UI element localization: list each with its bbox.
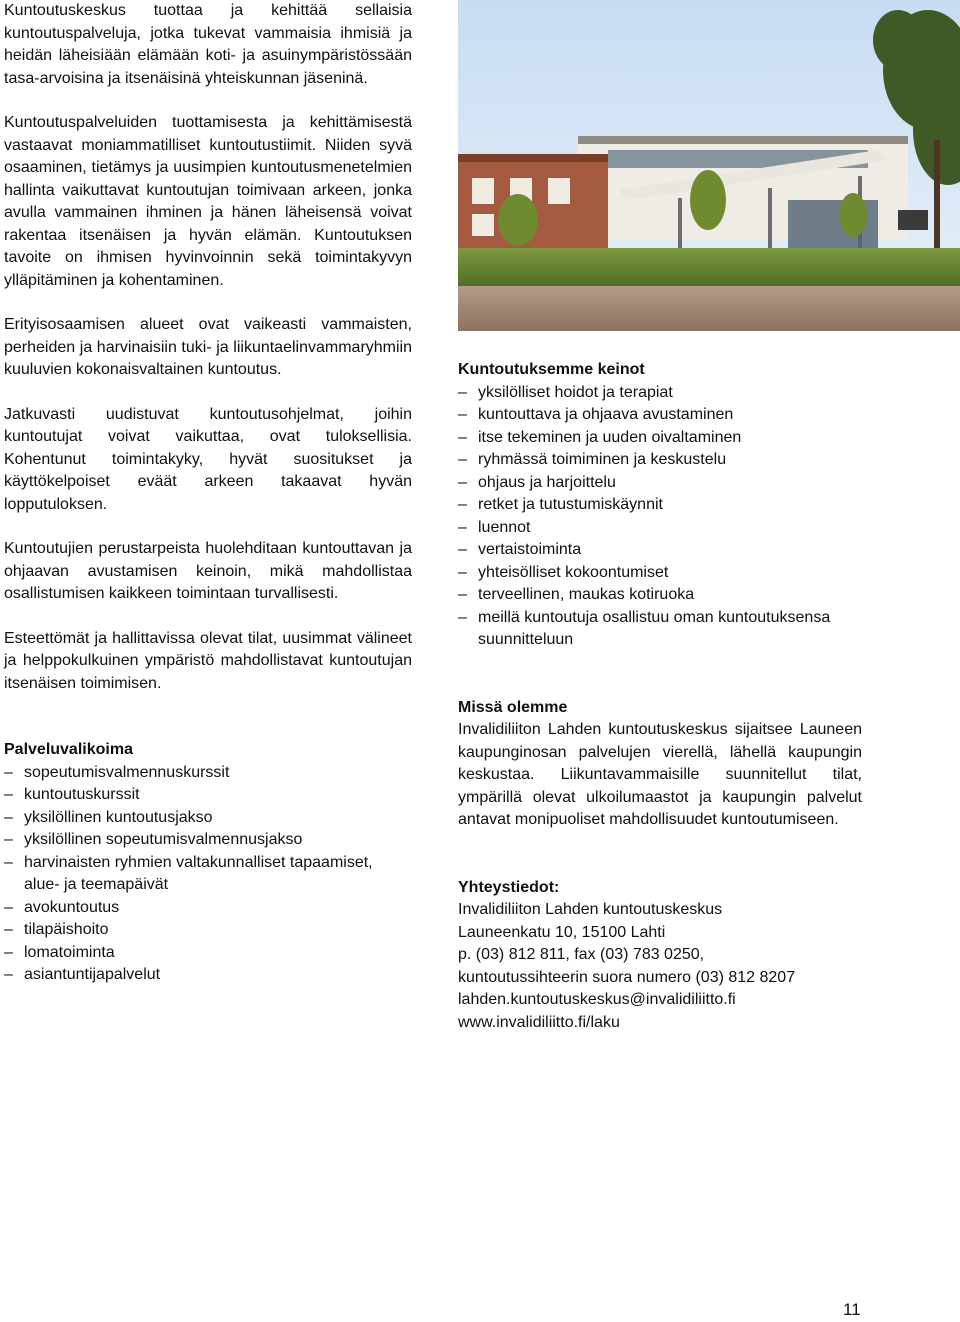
location-section <box>458 697 862 832</box>
list-item: – luennot <box>458 517 862 540</box>
contact-section <box>458 877 862 1035</box>
building-photo <box>458 0 960 331</box>
dash-bullet: – <box>4 763 13 781</box>
dash-bullet: – <box>4 831 13 848</box>
list-item: – sopeutumisvalmennuskurssit <box>4 762 412 785</box>
list-item: – yksilöllinen kuntoutusjakso <box>4 807 412 830</box>
list-item: – tilapäishoito <box>4 919 412 942</box>
list-item: – retket ja tutustumiskäynnit <box>458 494 862 517</box>
contact-secretary-phone: kuntoutussihteerin suora numero (03) 812 8207 <box>458 968 796 986</box>
list-item: – itse tekeminen ja uuden oivaltaminen <box>458 427 862 450</box>
dash-bullet: – <box>458 473 467 491</box>
list-item: – ohjaus ja harjoittelu <box>458 472 862 495</box>
contact-email[interactable]: lahden.kuntoutuskeskus@invalidiliitto.fi <box>458 991 736 1008</box>
building-photo-illustration <box>458 0 960 331</box>
list-item: – asiantuntijapalvelut <box>4 964 412 987</box>
expertise-paragraph: Erityisosaamisen alueet ovat vaikeasti vammaisten, perheiden ja harvinaisiin tuki- ja liikuntaelinvammaryhmiin kuuluvien kokonaisvaltainen kuntoutus. <box>4 316 412 378</box>
list-item: – terveellinen, maukas kotiruoka <box>458 584 862 607</box>
accessibility-paragraph: Esteettömät ja hallittavissa olevat tilat, uusimmat välineet ja helppokulkuinen ympäristö mahdollistavat kuntoutujan itsenäisen toimimisen. <box>4 629 412 692</box>
page-number: 11 <box>843 1300 861 1319</box>
contact-address: Launeenkatu 10, 15100 Lahti <box>458 923 666 941</box>
list-item: – yhteisölliset kokoontumiset <box>458 562 862 585</box>
services-section <box>4 739 412 987</box>
list-item: – avokuntoutus <box>4 897 412 920</box>
dash-bullet: – <box>4 898 13 916</box>
contact-website[interactable]: www.invalidiliitto.fi/laku <box>458 1013 620 1031</box>
contact-phone: p. (03) 812 811, fax (03) 783 0250, <box>458 946 705 963</box>
dash-bullet: – <box>458 518 467 536</box>
methods-section <box>458 359 862 652</box>
left-column <box>4 0 412 987</box>
dash-bullet: – <box>4 808 13 826</box>
contact-heading: Yhteystiedot: <box>458 878 560 896</box>
dash-bullet: – <box>458 496 467 513</box>
list-item: – meillä kuntoutuja osallistuu oman kuntoutuksensa suunnitteluun <box>458 608 831 648</box>
dash-bullet: – <box>458 383 467 401</box>
location-heading: Missä olemme <box>458 698 568 716</box>
dash-bullet: – <box>4 966 13 983</box>
dash-bullet: – <box>4 921 13 938</box>
dash-bullet: – <box>458 428 467 446</box>
methods-list <box>458 382 862 652</box>
dash-bullet: – <box>458 608 467 626</box>
list-item: – harvinaisten ryhmien valtakunnalliset tapaamiset, alue- ja teemapäivät <box>4 853 373 893</box>
dash-bullet: – <box>4 786 13 803</box>
services-list <box>4 762 412 987</box>
list-item: – ryhmässä toimiminen ja keskustelu <box>458 449 862 472</box>
intro-paragraph: Kuntoutuskeskus tuottaa ja kehittää sellaisia kuntoutuspalveluja, jotka tukevat vammaisia ihmisiä ja heidän läheisiään elämään koti- ja asuinympäristössään tasa-arvoisina ja itsenäisinä yhteiskunnan jäseninä. <box>4 2 412 87</box>
list-item: – kuntoutuskurssit <box>4 784 412 807</box>
dash-bullet: – <box>4 943 13 961</box>
list-item: – lomatoiminta <box>4 942 412 965</box>
right-column <box>458 359 862 1034</box>
dash-bullet: – <box>458 406 467 423</box>
teams-paragraph: Kuntoutuspalveluiden tuottamisesta ja kehittämisestä vastaavat moniammatilliset kuntoutustiimit. Niiden syvä osaaminen, tietämys ja uusimpien kuntoutusmenetelmien hallinta vaikuttavat kuntoutujan toimivaan arkeen, jonka avulla vammainen ihminen ja hänen läheisensä voivat rakentaa itsenäisen ja hyvän elämän. Kuntoutuksen tavoite on ihmisen hyvinvoinnin sekä toimintakyvyn ylläpitäminen ja kohentaminen. <box>4 114 412 289</box>
contact-organisation: Invalidiliiton Lahden kuntoutuskeskus <box>458 901 723 918</box>
dash-bullet: – <box>4 853 13 871</box>
dash-bullet: – <box>458 586 467 603</box>
dash-bullet: – <box>458 451 467 468</box>
location-text: Invalidiliiton Lahden kuntoutuskeskus sijaitsee Launeen kaupunginosan palvelujen vierellä, lähellä kaupungin keskustaa. Liikuntavammaisille suunnitellut tilat, ympärillä olevat ulkoilumaastot ja kaupungin palvelut antavat monipuoliset mahdollisuudet kuntoutumiseen. <box>458 721 862 828</box>
list-item: – yksilöllinen sopeutumisvalmennusjakso <box>4 829 412 852</box>
dash-bullet: – <box>458 563 467 581</box>
services-heading: Palveluvalikoima <box>4 741 133 758</box>
basic-needs-paragraph: Kuntoutujien perustarpeista huolehditaan kuntouttavan ja ohjaavan avustamisen keinoin, mikä mahdollistaa osallistumisen kaikkeen toimintaan turvallisesti. <box>4 540 412 602</box>
list-item: – kuntouttava ja ohjaava avustaminen <box>458 404 862 427</box>
list-item: – vertaistoiminta <box>458 539 862 562</box>
methods-heading: Kuntoutuksemme keinot <box>458 361 645 378</box>
list-item: – yksilölliset hoidot ja terapiat <box>458 382 862 405</box>
programs-paragraph: Jatkuvasti uudistuvat kuntoutusohjelmat, joihin kuntoutujat voivat vaikuttaa, ovat tuloksellisia. Kohentunut toimintakyky, hyvät suositukset ja käyttökelpoiset eväät arkeen takaavat hyvän lopputuloksen. <box>4 405 412 513</box>
dash-bullet: – <box>458 541 467 558</box>
